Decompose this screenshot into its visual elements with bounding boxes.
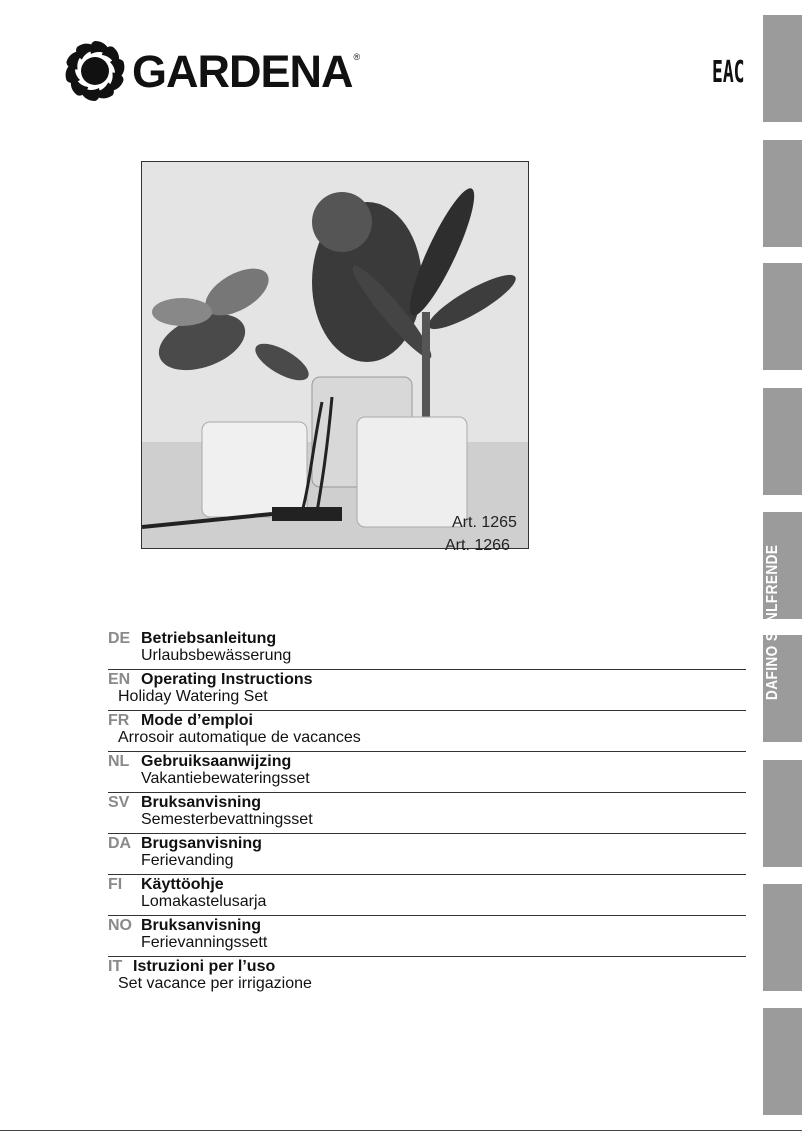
entry-subtitle: Ferievanningssett [141,934,268,951]
product-photo [141,161,529,549]
entry-subtitle: Lomakastelusarja [141,893,267,910]
language-code: IT [108,958,123,975]
entry-subtitle: Arrosoir automatique de vacances [118,729,361,746]
entry-subtitle: Set vacance per irrigazione [118,975,312,992]
language-entry-fi [108,875,746,916]
language-tab [763,140,802,247]
language-code: DA [108,835,132,852]
language-tab [763,15,802,122]
language-entry-en [108,670,746,711]
language-code: FI [108,876,123,893]
language-entry-nl [108,752,746,793]
entry-title: Operating Instructions [141,671,313,688]
gardena-flower-icon [64,40,126,102]
language-list [108,629,746,998]
entry-title: Käyttöohje [141,876,224,893]
language-code: EN [108,671,131,688]
language-code: FR [108,712,130,729]
language-entry-it [108,957,746,998]
entry-title: Mode d’emploi [141,712,253,729]
eac-mark: EAC [712,55,745,90]
language-tab [763,760,802,867]
entry-subtitle: Holiday Watering Set [118,688,268,705]
language-tab [763,1008,802,1115]
article-number: Art. 1265 [452,514,517,531]
language-code: SV [108,794,130,811]
entry-title: Istruzioni per l’uso [133,958,276,975]
language-entry-sv [108,793,746,834]
entry-subtitle: Ferievanding [141,852,234,869]
entry-subtitle: Semesterbevattningsset [141,811,313,828]
language-entry-fr [108,711,746,752]
entry-subtitle: Vakantiebewateringsset [141,770,310,787]
article-number: Art. 1266 [445,537,510,554]
language-code: DE [108,630,131,647]
language-tab [763,263,802,370]
entry-title: Bruksanvisning [141,794,262,811]
entry-title: Betriebsanleitung [141,630,277,647]
registered-mark: ® [353,52,361,62]
language-entry-no [108,916,746,957]
page-bottom-rule [0,1130,802,1131]
entry-title: Bruksanvisning [141,917,262,934]
language-code: NL [108,753,130,770]
entry-title: Gebruiksaanwijzing [141,753,292,770]
language-entry-de [108,629,746,670]
language-entry-da [108,834,746,875]
language-code: NO [108,917,132,934]
entry-title: Brugsanvisning [141,835,262,852]
brand-name: GARDENA [132,45,353,97]
language-tab-label: DAFINO SVNLFRENDE [764,544,781,700]
language-tab [763,884,802,991]
gardena-logo [64,40,360,102]
entry-subtitle: Urlaubsbewässerung [141,647,292,664]
language-tab [763,388,802,495]
